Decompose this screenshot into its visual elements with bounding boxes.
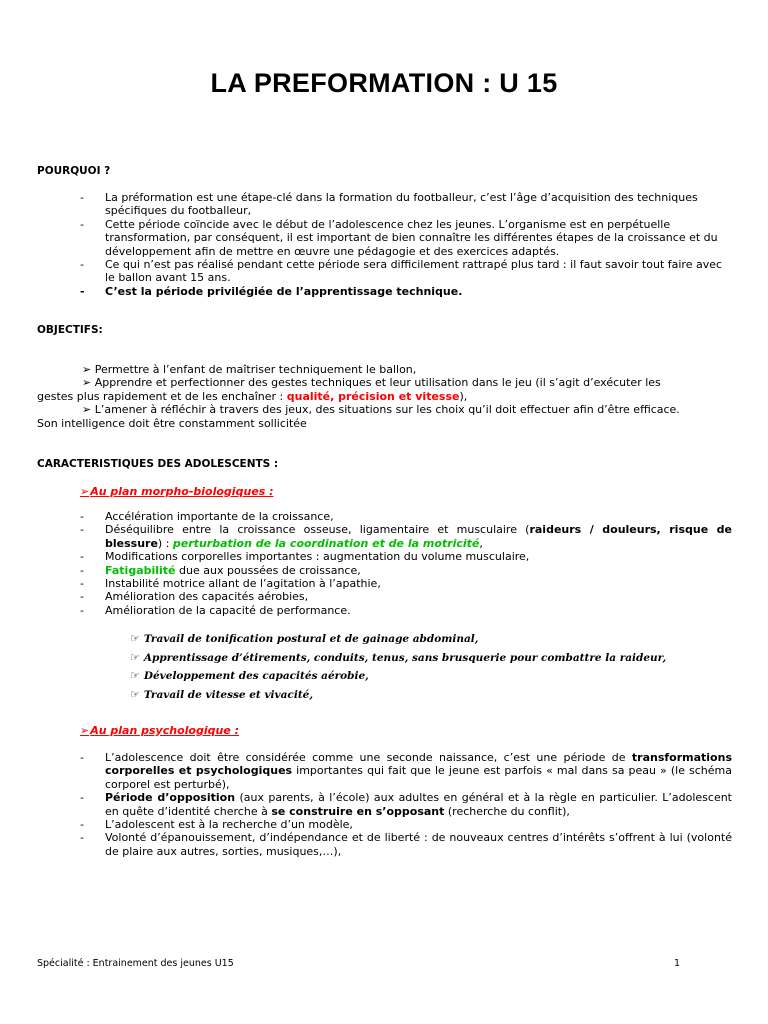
list-item: - Cette période coïncide avec le début de l’adolescence chez les jeunes. L’organisme est en perpétuelle transformation, par conséquent, il est important de bien connaître les différentes étapes de la croissance et du développement afin de mettre en œuvre une pédagogie et des exercices adaptés.	[80, 217, 718, 258]
list-item: - Amélioration des capacités aérobies,	[80, 590, 309, 604]
list-item: - Période d’opposition (aux parents, à l’école) aux adultes en général et à la règle en particulier. L’adolescent en quête d’identité cherche à se construire en s’opposant (recherche du conflit),	[80, 791, 732, 818]
heading-objectifs: OBJECTIFS:	[37, 324, 103, 336]
list-item: - Volonté d’épanouissement, d’indépendance et de liberté : de nouveaux centres d’intérêts s’offrent à lui (volonté de plaire aux autres, sorties, musiques,…),	[80, 831, 732, 858]
subheading-psycho: ➢Au plan psychologique :	[80, 724, 239, 737]
pourquoi-list	[80, 191, 732, 298]
footer-text: Spécialité : Entrainement des jeunes U15	[37, 958, 234, 969]
list-item: ➢ Permettre à l’enfant de maîtriser techniquement le ballon,	[82, 363, 417, 376]
list-item-continued: gestes plus rapidement et de les enchaîner : qualité, précision et vitesse),	[37, 389, 468, 403]
list-item: - La préformation est une étape-clé dans la formation du footballeur, c’est l’âge d’acquisition des techniques spécifiques du footballeur,	[80, 191, 698, 218]
list-item: - Instabilité motrice allant de l’agitation à l’apathie,	[80, 577, 381, 591]
list-item: ☞ Développement des capacités aérobie,	[130, 669, 369, 682]
subheading-morpho: ➢Au plan morpho-biologiques :	[80, 485, 274, 498]
list-item: ➢ L’amener à réfléchir à travers des jeux, des situations sur les choix qu’il doit effectuer afin d’être efficace.	[82, 403, 680, 417]
page-title: LA PREFORMATION : U 15	[210, 68, 558, 98]
list-item: - C’est la période privilégiée de l’apprentissage technique.	[80, 284, 463, 298]
list-item: ☞ Apprentissage d’étirements, conduits, tenus, sans brusquerie pour combattre la raideur,	[130, 650, 667, 664]
heading-caracteristiques: CARACTERISTIQUES DES ADOLESCENTS :	[37, 458, 279, 470]
objectifs-list	[37, 363, 737, 430]
pointing-hand-icon: ☞	[130, 650, 140, 664]
list-item: - L’adolescence doit être considérée comme une seconde naissance, c’est une période de transformations corporelles et psychologiques importantes qui fait que le jeune est parfois « mal dans sa peau » (le schéma corporel est perturbé),	[80, 751, 733, 791]
morpho-list	[80, 510, 732, 617]
list-item: - Ce qui n’est pas réalisé pendant cette période sera difficilement rattrapé plus tard : il faut savoir tout faire avec le ballon avant 15 ans.	[80, 258, 723, 285]
heading-pourquoi: POURQUOI ?	[37, 165, 111, 177]
list-item: - L’adolescent est à la recherche d’un modèle,	[80, 818, 353, 832]
list-item: ☞ Travail de tonification postural et de gainage abdominal,	[130, 632, 479, 645]
list-item: - Déséquilibre entre la croissance osseuse, ligamentaire et musculaire (raideurs / douleurs, risque de blessure) : perturbation de la coordination et de la motricité,	[80, 523, 733, 550]
pointing-hand-icon: ☞	[130, 632, 140, 645]
morpho-points-list	[130, 630, 666, 704]
list-item: ☞ Travail de vitesse et vivacité,	[130, 687, 314, 701]
psycho-list	[80, 751, 732, 858]
list-item: - Accélération importante de la croissance,	[80, 510, 334, 523]
list-item-continued: Son intelligence doit être constamment sollicitée	[37, 416, 307, 430]
list-item: - Modifications corporelles importantes : augmentation du volume musculaire,	[80, 550, 530, 564]
arrow-icon: ➢	[80, 485, 90, 498]
pointing-hand-icon: ☞	[130, 687, 140, 701]
pointing-hand-icon: ☞	[130, 669, 140, 682]
list-item: - Amélioration de la capacité de performance.	[80, 603, 351, 617]
arrow-icon: ➢	[80, 724, 90, 737]
page-number: 1	[674, 958, 681, 969]
list-item: ➢ Apprendre et perfectionner des gestes techniques et leur utilisation dans le jeu (il s’agit d’exécuter les	[82, 376, 661, 390]
list-item: - Fatigabilité due aux poussées de croissance,	[80, 563, 361, 577]
